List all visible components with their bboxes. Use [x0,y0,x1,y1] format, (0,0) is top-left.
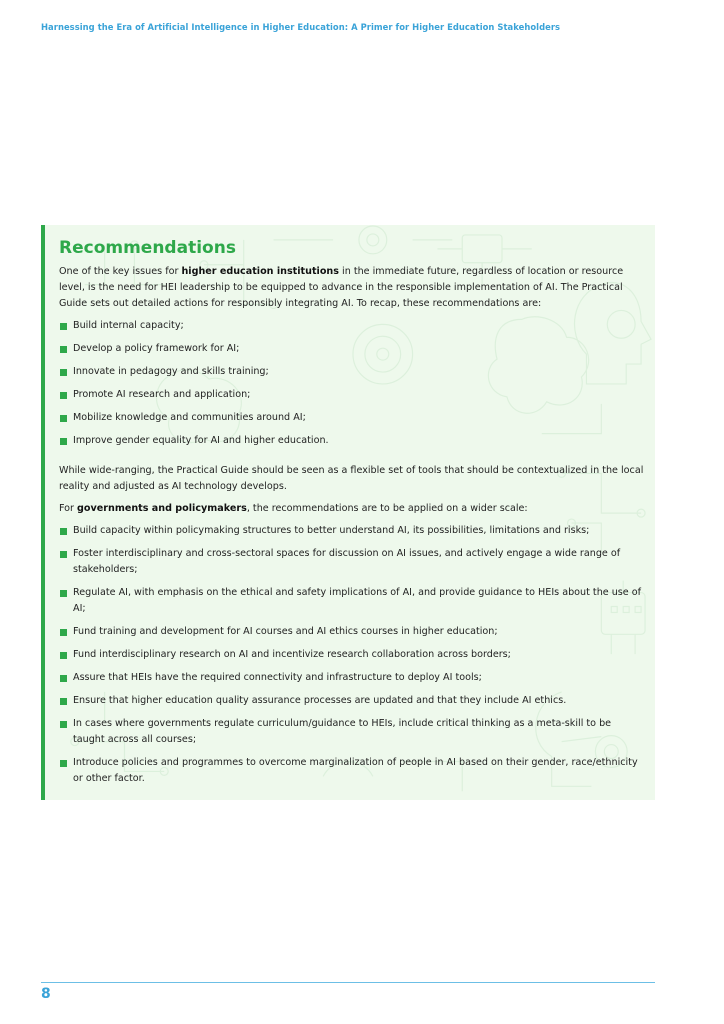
list-item-text: Fund training and development for AI courses and AI ethics courses in higher education; [73,626,498,637]
list-item-text: Foster interdisciplinary and cross-sectoral spaces for discussion on AI issues, and actively engage a wide range of stakeholders; [73,548,621,575]
gov-intro-text-end: , the recommendations are to be applied on a wider scale: [246,503,528,514]
running-header: Harnessing the Era of Artificial Intelligence in Higher Education: A Primer for Higher Education Stakeholders [41,22,561,32]
list-item-text: Regulate AI, with emphasis on the ethical and safety implications of AI, and provide guidance to HEIs about the use of AI; [73,587,642,614]
governments-intro-paragraph [59,501,645,517]
green-square-bullet-icon [60,528,67,535]
list-item-text: Develop a policy framework for AI; [73,343,240,354]
hei-intro-text-start: One of the key issues for [59,266,182,277]
list-item [59,546,645,578]
recommendations-heading: Recommendations [59,238,236,258]
list-item [59,341,645,357]
list-item-text: Assure that HEIs have the required connectivity and infrastructure to deploy AI tools; [73,672,482,683]
list-item [59,410,645,426]
list-item [59,433,645,449]
green-square-bullet-icon [60,590,67,597]
hei-recommendations-list [59,318,645,449]
green-square-bullet-icon [60,369,67,376]
list-item-text: Promote AI research and application; [73,389,251,400]
list-item-text: Build internal capacity; [73,320,184,331]
list-item-text: Improve gender equality for AI and higher education. [73,435,329,446]
green-square-bullet-icon [60,392,67,399]
list-item-text: Mobilize knowledge and communities around AI; [73,412,306,423]
hei-intro-bold-term: higher education institutions [181,266,339,277]
list-item [59,364,645,380]
recommendations-box [41,225,655,800]
list-item-text: Ensure that higher education quality assurance processes are updated and that they include AI ethics. [73,695,567,706]
list-item [59,624,645,640]
list-item-text: Introduce policies and programmes to overcome marginalization of people in AI based on their gender, race/ethnicity or other factor. [73,757,638,784]
gov-intro-bold-term: governments and policymakers [77,503,247,514]
list-item [59,318,645,334]
recommendations-content [59,237,645,794]
list-item-text: Build capacity within policymaking structures to better understand AI, its possibilities, limitations and risks; [73,525,590,536]
list-item-text: Innovate in pedagogy and skills training; [73,366,269,377]
list-item [59,523,645,539]
green-square-bullet-icon [60,551,67,558]
list-item [59,755,645,787]
green-square-bullet-icon [60,721,67,728]
green-square-bullet-icon [60,760,67,767]
flexibility-paragraph: While wide-ranging, the Practical Guide should be seen as a flexible set of tools that should be contextualized in the local reality and adjusted as AI technology develops. [59,465,644,492]
list-item [59,585,645,617]
green-square-bullet-icon [60,346,67,353]
hei-intro-text-end: in the immediate future, regardless of location or resource level, is the need for HEI leadership to be equipped to advance in the responsible implementation of AI. The Practical Guide sets out detailed actions for responsibly integrating AI. To recap, these recommendations are: [59,266,624,309]
list-item [59,387,645,403]
government-recommendations-list [59,523,645,787]
footer-divider [41,982,655,983]
list-item [59,670,645,686]
green-square-bullet-icon [60,629,67,636]
page-number: 8 [41,986,51,1002]
green-square-bullet-icon [60,415,67,422]
hei-intro-paragraph [59,264,645,312]
green-square-bullet-icon [60,323,67,330]
list-item-text: Fund interdisciplinary research on AI and incentivize research collaboration across borders; [73,649,511,660]
list-item [59,693,645,709]
list-item [59,647,645,663]
list-item [59,716,645,748]
green-square-bullet-icon [60,675,67,682]
green-square-bullet-icon [60,438,67,445]
green-square-bullet-icon [60,698,67,705]
gov-intro-text-start: For [59,503,78,514]
green-square-bullet-icon [60,652,67,659]
list-item-text: In cases where governments regulate curriculum/guidance to HEIs, include critical thinking as a meta-skill to be taught across all courses; [73,718,612,745]
